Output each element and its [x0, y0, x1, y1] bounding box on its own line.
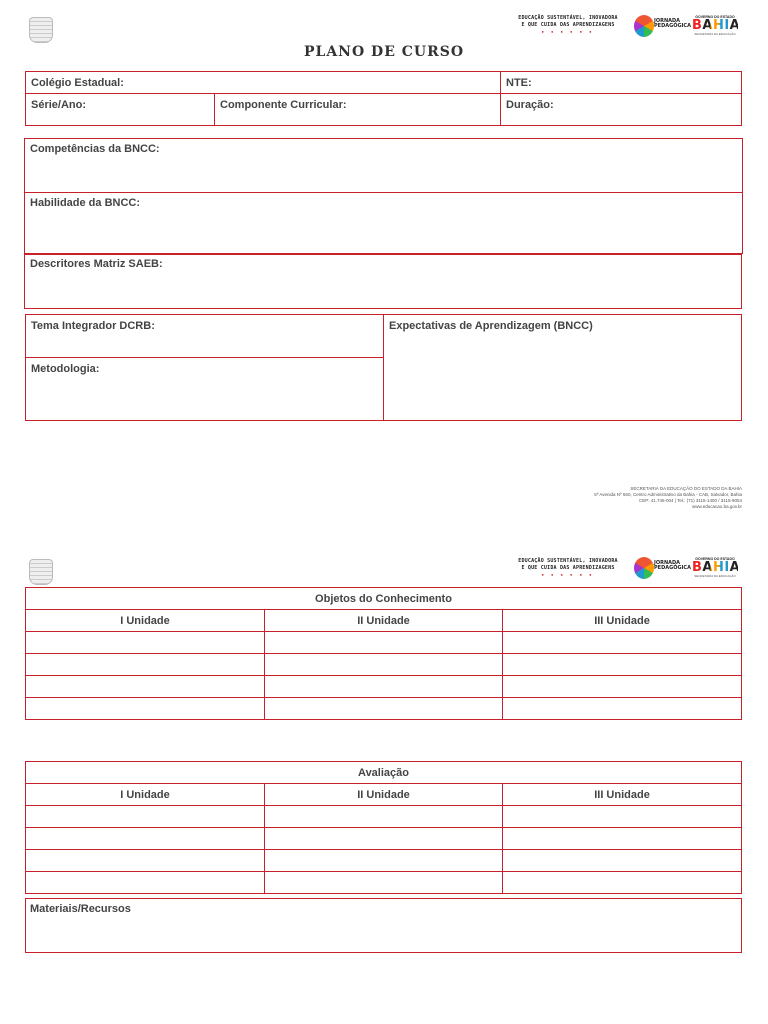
table-cell[interactable] — [26, 654, 265, 676]
avaliacao-unit-2: II Unidade — [265, 784, 503, 806]
materiais-label: Materiais/Recursos — [30, 903, 131, 915]
table-cell[interactable] — [265, 850, 503, 872]
avaliacao-title: Avaliação — [26, 762, 742, 784]
metodologia-label: Metodologia: — [31, 363, 100, 375]
habilidade-label: Habilidade da BNCC: — [30, 197, 141, 209]
table-row — [26, 676, 742, 698]
table-cell[interactable] — [265, 654, 503, 676]
jornada-line-1: JORNADA — [654, 18, 681, 24]
objetos-unit-3: III Unidade — [503, 610, 742, 632]
table-cell[interactable] — [503, 654, 742, 676]
social-icons: ● ● ● ● ● ● — [541, 29, 595, 34]
table-cell[interactable] — [265, 698, 503, 720]
slogan — [508, 15, 628, 34]
table-row — [26, 806, 742, 828]
table-row — [26, 850, 742, 872]
slogan-2-line-2: E QUE CUIDA DAS APRENDIZAGENS — [521, 565, 615, 571]
table-row — [26, 872, 742, 894]
identification-box — [25, 71, 742, 126]
table-cell[interactable] — [503, 872, 742, 894]
table-cell[interactable] — [265, 828, 503, 850]
table-cell[interactable] — [265, 676, 503, 698]
gov-label-2: GOVERNO DO ESTADO — [695, 557, 735, 561]
table-cell[interactable] — [26, 676, 265, 698]
table-cell[interactable] — [26, 698, 265, 720]
table-cell[interactable] — [503, 632, 742, 654]
social-icons-2: ● ● ● ● ● ● — [541, 572, 595, 577]
footer-line-1: SECRETARIA DA EDUCAÇÃO DO ESTADO DA BAHIA — [630, 486, 742, 491]
objetos-unit-2: II Unidade — [265, 610, 503, 632]
componente-label: Componente Curricular: — [220, 99, 347, 111]
secretaria-label: SECRETARIA DA EDUCAÇÃO — [694, 32, 736, 36]
nte-label: NTE: — [506, 77, 532, 89]
state-seal-icon-2 — [29, 559, 53, 585]
table-cell[interactable] — [265, 872, 503, 894]
table-row — [26, 632, 742, 654]
avaliacao-unit-1: I Unidade — [26, 784, 265, 806]
jornada-2-line-1: JORNADA — [654, 560, 681, 566]
table-cell[interactable] — [26, 872, 265, 894]
table-cell[interactable] — [503, 676, 742, 698]
footer-line-3: CEP: 41.745-004 | Tel.: (71) 3115-1400 / 3115-9054 — [639, 498, 742, 503]
table-row — [26, 654, 742, 676]
governo-bahia-logo — [692, 15, 741, 36]
page-title: PLANO DE CURSO — [303, 44, 465, 60]
slogan-line-1: EDUCAÇÃO SUSTENTÁVEL, INOVADORA — [518, 15, 618, 21]
avaliacao-table — [25, 761, 742, 894]
jornada-pedagogica-logo-2 — [634, 557, 691, 579]
table-cell[interactable] — [26, 828, 265, 850]
serie-label: Série/Ano: — [31, 99, 87, 111]
objetos-title: Objetos do Conhecimento — [26, 588, 742, 610]
footer-line-2: 5ª Avenida Nº 550, Centro Administrativo da Bahia - CAB, Salvador, Bahia — [594, 492, 742, 497]
competencias-label: Competências da BNCC: — [30, 143, 160, 155]
jornada-logo-icon — [634, 15, 654, 37]
table-cell[interactable] — [26, 850, 265, 872]
table-cell[interactable] — [503, 850, 742, 872]
state-seal-icon — [29, 17, 53, 43]
jornada-logo-icon-2 — [634, 557, 654, 579]
table-cell[interactable] — [503, 698, 742, 720]
table-cell[interactable] — [503, 828, 742, 850]
slogan-2-line-1: EDUCAÇÃO SUSTENTÁVEL, INOVADORA — [518, 558, 618, 564]
jornada-line-2: PEDAGÓGICA — [654, 23, 691, 29]
footer-line-4: www.educacao.ba.gov.br — [692, 504, 742, 509]
table-cell[interactable] — [265, 806, 503, 828]
slogan-line-2: E QUE CUIDA DAS APRENDIZAGENS — [521, 22, 615, 28]
state-name-2: BAHIA — [692, 560, 741, 575]
descritores-label: Descritores Matriz SAEB: — [30, 258, 163, 270]
objetos-unit-1: I Unidade — [26, 610, 265, 632]
secretaria-label-2: SECRETARIA DA EDUCAÇÃO — [694, 574, 736, 578]
jornada-2-line-2: PEDAGÓGICA — [654, 565, 691, 571]
avaliacao-unit-3: III Unidade — [503, 784, 742, 806]
expectativas-label: Expectativas de Aprendizagem (BNCC) — [389, 320, 593, 332]
table-cell[interactable] — [265, 632, 503, 654]
colegio-label: Colégio Estadual: — [31, 77, 124, 89]
bncc-box — [24, 138, 743, 254]
materiais-box[interactable] — [25, 898, 742, 953]
governo-bahia-logo-2 — [692, 557, 741, 578]
table-row — [26, 698, 742, 720]
jornada-pedagogica-logo — [634, 15, 691, 37]
state-name: BAHIA — [692, 18, 741, 33]
tema-label: Tema Integrador DCRB: — [31, 320, 155, 332]
table-cell[interactable] — [26, 806, 265, 828]
gov-label: GOVERNO DO ESTADO — [695, 15, 735, 19]
slogan-2 — [508, 558, 628, 577]
objetos-table — [25, 587, 742, 720]
table-cell[interactable] — [26, 632, 265, 654]
footer-address — [594, 486, 742, 510]
duracao-label: Duração: — [506, 99, 554, 111]
table-row — [26, 828, 742, 850]
table-cell[interactable] — [503, 806, 742, 828]
